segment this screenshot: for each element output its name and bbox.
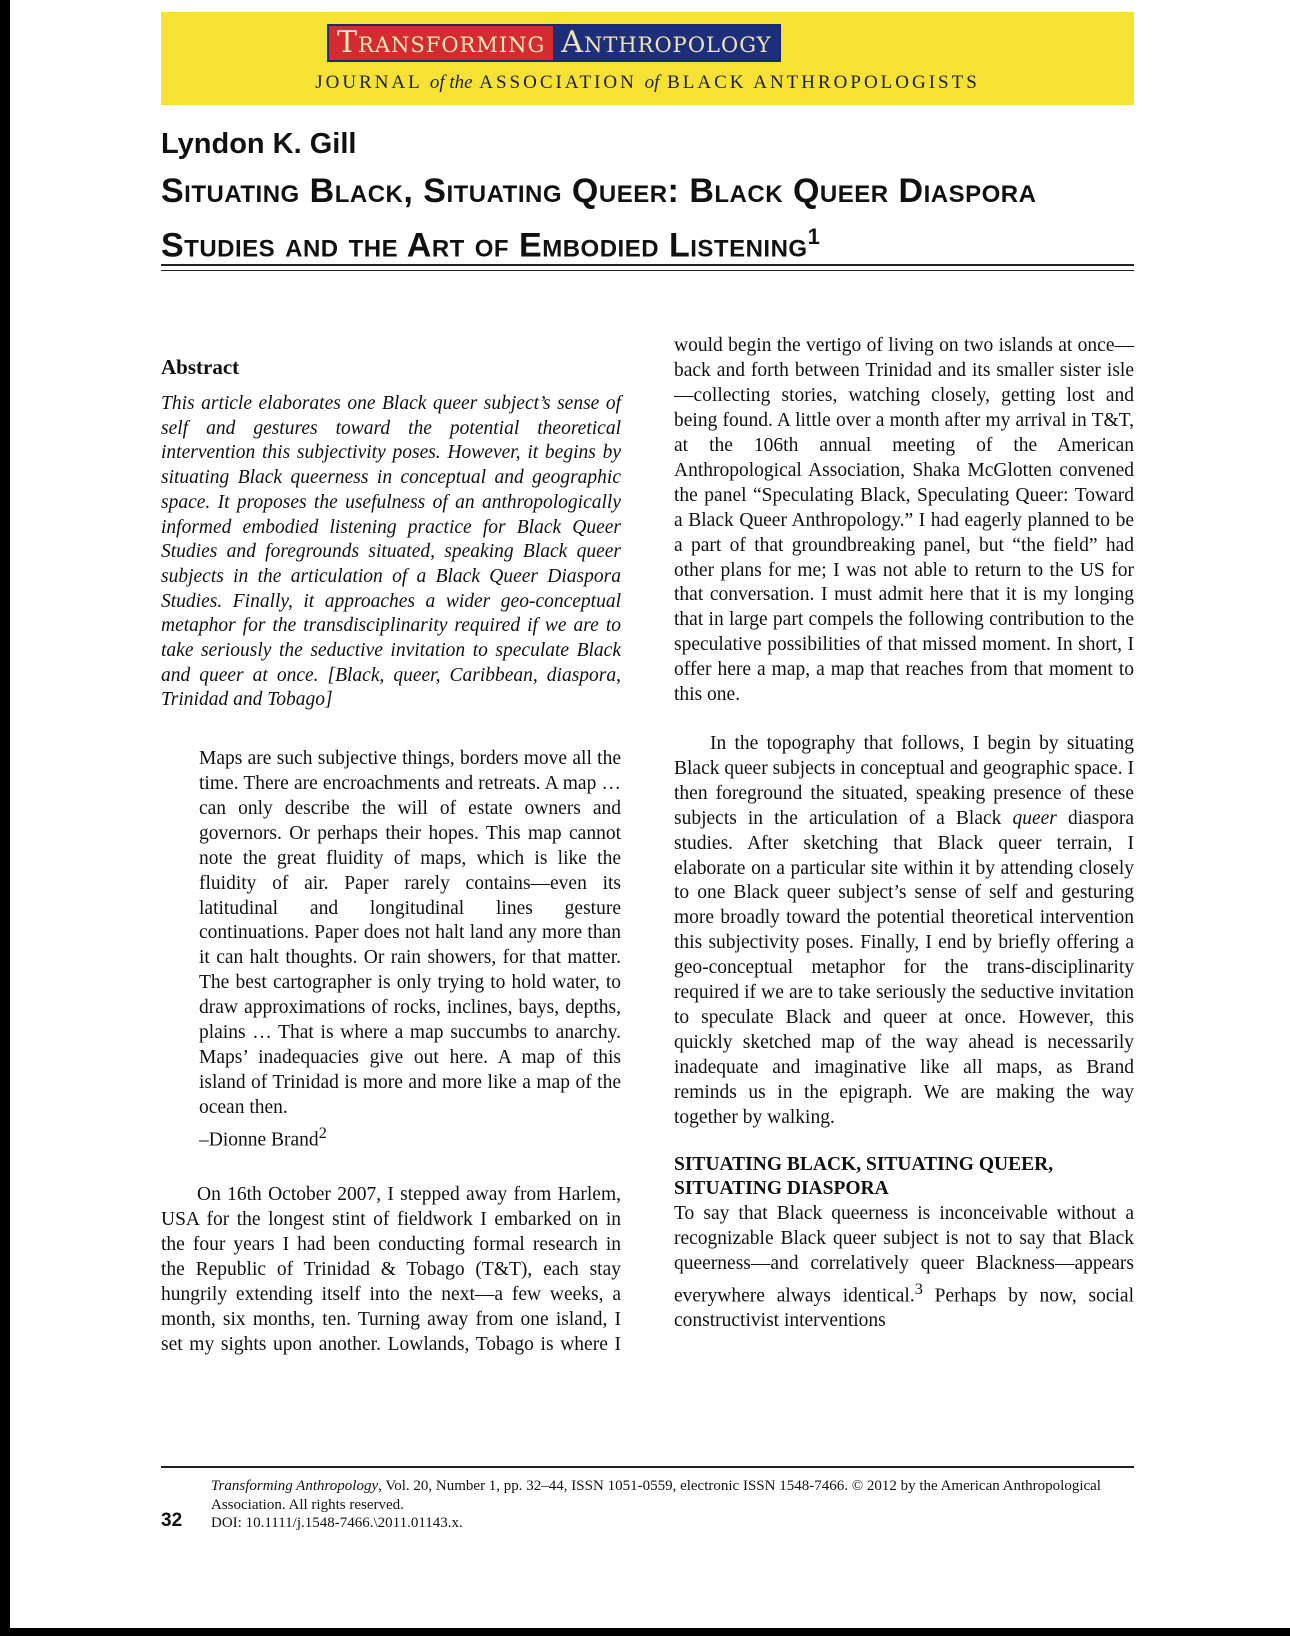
body-paragraph-3: To say that Black queerness is inconceivable without a recognizable Black queer subject is not to say that Black queerness—and correlatively queer Blackness—appears everywhere always identical.$^3$ Perhaps by now, social constructivist interventions	[674, 1203, 1134, 1332]
footer-rule	[161, 1466, 1134, 1468]
body-paragraph-1-continued: would begin the vertigo of living on two islands at once—back and forth between Trinidad and its smaller sister isle—collecting stories, watching closely, getting lost and being found. A little over a month after my arrival in T&T, at the 106th annual meeting of the American Anthropological Association, Shaka McGlotten convened the panel “Speculating Black, Speculating Queer: Toward a Black Queer Anthropology.” I had eagerly planned to be a part of that groundbreaking panel, but “the field” had other plans for me; I was not able to return to the US for that conversation. I must admit here that it is my longing that in large part compels the following contribution to the speculative possibilities of that missed moment. In short, I offer here a map, a map that reaches from that moment to this one.	[674, 335, 1134, 706]
journal-subtitle: JOURNAL of the ASSOCIATION of BLACK ANTHROPOLOGISTS	[315, 72, 980, 93]
article-author: Lyndon K. Gill	[161, 128, 357, 160]
doi-line: DOI: 10.1111/j.1548-7466.\2011.01143.x.	[211, 1515, 463, 1531]
title-rule-thin	[161, 270, 1134, 271]
body-paragraph-1: On 16th October 2007, I stepped away from Harlem, USA for the longest stint of fieldwork I embarked on in the four years I had been conducting formal research in the Republic of Trinidad & Tobago (T&T), each stay hungrily extending itself into the next—a few weeks, a month, six months, ten. Turning away from one island, I set my sights upon another. Lowlands, Tobago is where I	[161, 1184, 621, 1355]
epigraph-attribution: –Dionne Brand$^2$	[199, 1123, 327, 1151]
article-title: Situating Black, Situating Queer: Black Queer Diaspora Studies and the Art of Embodied Listening$^1$	[161, 172, 1037, 265]
citation-line: Transforming Anthropology, Vol. 20, Number 1, pp. 32–44, ISSN 1051-0559, electronic ISSN 1548-7466. © 2012 by the American Anthropological Association. All rights reserved.	[211, 1478, 1101, 1513]
page-number: 32	[161, 1510, 183, 1531]
epigraph-quote: Maps are such subjective things, borders move all the time. There are encroachments and retreats. A map … can only describe the will of estate owners and governors. Or perhaps their hopes. This map cannot note the great fluidity of maps, which is like the fluidity of air. Paper rarely contains—even its latitudinal and longitudinal lines gesture continuations. Paper does not halt land any more than it can halt thoughts. Or rain showers, for that matter. The best cartographer is only trying to hold water, to draw approximations of rocks, inclines, bays, depths, plains … That is where a map succumbs to anarchy. Maps’ inadequacies give out here. A map of this island of Trinidad is more and more like a map of the ocean then.	[199, 748, 621, 1118]
body-paragraph-2: In the topography that follows, I begin by situating Black queer subjects in conceptual and geographic space. I then foreground the situated, speaking presence of these subjects in the articulation of a Black queer diaspora studies. After sketching that Black queer terrain, I elaborate on a particular site within it by attending closely to one Black queer subject’s sense of self and gesturing more broadly toward the potential theoretical intervention this subjectivity poses. Finally, I end by briefly offering a geo-conceptual metaphor for the trans-disciplinarity required if we are to take seriously the seductive invitation to speculate Black and queer at once. However, this quickly sketched map of the way ahead is necessarily inadequate and imaginative like all maps, as Brand reminds us in the epigraph. We are making the way together by walking.	[674, 733, 1135, 1128]
bottom-edge-bar	[0, 1628, 1290, 1636]
epigraph-footnote-marker: 2	[318, 1123, 327, 1142]
logo-word-anthropology: Anthropology	[553, 26, 779, 60]
section-heading: SITUATING BLACK, SITUATING QUEER, SITUATING DIASPORA	[674, 1153, 1054, 1200]
p3-footnote-marker: 3	[914, 1280, 923, 1299]
left-edge-bar	[0, 0, 10, 1636]
right-column	[674, 334, 1134, 1334]
title-rule-thick	[161, 264, 1134, 266]
abstract-text: This article elaborates one Black queer subject’s sense of self and gestures toward the potential theoretical intervention this subjectivity poses. However, it begins by situating Black queerness in conceptual and geographic space. It proposes the usefulness of an anthropologically informed embodied listening practice for Black Queer Studies and foregrounds situated, speaking Black queer subjects in the articulation of a Black Queer Diaspora Studies. Finally, it approaches a wider geo-conceptual metaphor for the transdisciplinarity required if we are to take seriously the seductive invitation to speculate Black and queer at once. [Black, queer, Caribbean, diaspora, Trinidad and Tobago]	[161, 393, 621, 711]
abstract-heading: Abstract	[161, 355, 240, 379]
title-footnote-marker: 1	[807, 224, 821, 249]
citation-footer	[211, 1477, 1111, 1533]
left-column	[161, 355, 621, 1357]
journal-logo	[327, 24, 781, 62]
journal-masthead	[161, 12, 1134, 105]
logo-word-transforming: Transforming	[329, 26, 553, 60]
